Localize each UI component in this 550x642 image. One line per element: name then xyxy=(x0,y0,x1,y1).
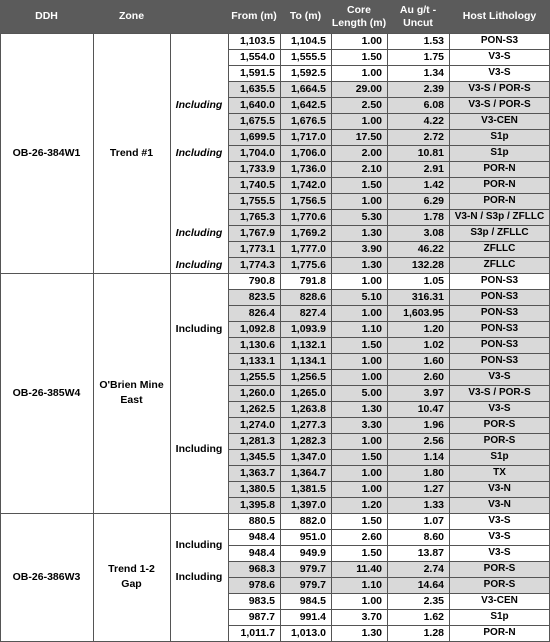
host-lithology-cell: PON-S3 xyxy=(480,275,519,286)
au-grade-cell: 14.64 xyxy=(417,579,444,591)
row-rule xyxy=(228,465,550,466)
from-cell: 1,130.6 xyxy=(239,339,275,351)
host-lithology-cell: V3-S / POR-S xyxy=(468,99,531,110)
to-cell: 1,347.0 xyxy=(290,451,326,463)
table-row xyxy=(228,65,550,81)
from-cell: 968.3 xyxy=(248,563,275,575)
header-host-lithology: Host Lithology xyxy=(462,10,537,22)
from-cell: 1,255.5 xyxy=(239,371,275,383)
core-length-cell: 1.50 xyxy=(361,339,382,351)
au-grade-cell: 2.56 xyxy=(423,435,444,447)
column-rule xyxy=(0,33,1,641)
header-core-length: Core Length (m) xyxy=(331,3,387,29)
row-rule xyxy=(228,417,550,418)
row-rule xyxy=(228,561,550,562)
from-cell: 978.6 xyxy=(248,579,275,591)
host-lithology-cell: S1p xyxy=(490,131,509,142)
to-cell: 1,265.0 xyxy=(290,387,326,399)
table-row xyxy=(228,625,550,641)
core-length-cell: 1.10 xyxy=(361,579,382,591)
au-grade-cell: 1.02 xyxy=(423,339,444,351)
host-lithology-cell: V3-S xyxy=(488,403,511,414)
to-cell: 1,134.1 xyxy=(290,355,326,367)
table-row xyxy=(228,561,550,577)
including-label: Including xyxy=(175,147,223,159)
table-row xyxy=(228,81,550,97)
table-row xyxy=(228,273,550,289)
header-including xyxy=(170,0,228,33)
au-grade-cell: 1.14 xyxy=(423,451,444,463)
row-rule xyxy=(228,257,550,258)
table-row xyxy=(228,177,550,193)
core-length-cell: 5.00 xyxy=(361,387,382,399)
au-grade-cell: 1.78 xyxy=(423,211,444,223)
host-lithology-cell: ZFLLC xyxy=(483,243,516,254)
row-rule xyxy=(228,321,550,322)
table-row xyxy=(228,577,550,593)
host-lithology-cell: V3-N xyxy=(488,483,511,494)
au-grade-cell: 1,603.95 xyxy=(403,307,444,319)
table-row xyxy=(228,369,550,385)
host-lithology-cell: PON-S3 xyxy=(480,307,519,318)
to-cell: 951.0 xyxy=(299,531,326,543)
from-cell: 880.5 xyxy=(248,515,275,527)
core-length-cell: 1.00 xyxy=(361,355,382,367)
including-label: Including xyxy=(175,570,223,583)
to-cell: 1,132.1 xyxy=(290,339,326,351)
to-cell: 1,736.0 xyxy=(290,163,326,175)
core-length-cell: 1.00 xyxy=(361,371,382,383)
table-row xyxy=(228,209,550,225)
au-grade-cell: 2.91 xyxy=(423,163,444,175)
host-lithology-cell: S1p xyxy=(490,611,509,622)
au-grade-cell: 2.72 xyxy=(423,131,444,143)
from-cell: 1,262.5 xyxy=(239,403,275,415)
column-rule xyxy=(170,33,171,641)
from-cell: 948.4 xyxy=(248,547,275,559)
host-lithology-cell: PON-S3 xyxy=(480,355,519,366)
including-label: Including xyxy=(175,322,223,335)
header-ddh: DDH xyxy=(35,10,58,22)
core-length-cell: 1.30 xyxy=(361,627,382,639)
core-length-cell: 3.90 xyxy=(361,243,382,255)
au-grade-cell: 1.60 xyxy=(423,355,444,367)
zone-cell: O'Brien Mine East xyxy=(99,379,164,406)
to-cell: 827.4 xyxy=(299,307,326,319)
host-lithology-cell: TX xyxy=(493,467,506,478)
au-grade-cell: 1.07 xyxy=(423,515,444,527)
table-row xyxy=(228,465,550,481)
au-grade-cell: 10.47 xyxy=(417,403,444,415)
au-grade-cell: 4.22 xyxy=(423,115,444,127)
to-cell: 1,093.9 xyxy=(290,323,326,335)
to-cell: 1,364.7 xyxy=(290,467,326,479)
core-length-cell: 1.50 xyxy=(361,179,382,191)
table-row xyxy=(228,305,550,321)
table-row xyxy=(228,161,550,177)
table-row xyxy=(228,513,550,529)
core-length-cell: 2.50 xyxy=(361,99,382,111)
host-lithology-cell: S1p xyxy=(490,451,509,462)
from-cell: 1,345.5 xyxy=(239,451,275,463)
from-cell: 1,363.7 xyxy=(239,467,275,479)
table-row xyxy=(228,417,550,433)
header-to: To (m) xyxy=(289,10,322,22)
core-length-cell: 1.50 xyxy=(361,547,382,559)
au-grade-cell: 132.28 xyxy=(411,259,444,271)
host-lithology-cell: ZFLLC xyxy=(483,259,516,270)
from-cell: 948.4 xyxy=(248,531,275,543)
from-cell: 1,704.0 xyxy=(239,147,275,159)
row-rule xyxy=(228,209,550,210)
from-cell: 1,591.5 xyxy=(239,67,275,79)
au-grade-cell: 6.29 xyxy=(423,195,444,207)
table-row xyxy=(228,33,550,49)
au-grade-cell: 1.34 xyxy=(423,67,444,79)
table-row xyxy=(228,433,550,449)
table-row xyxy=(228,545,550,561)
table-row xyxy=(228,321,550,337)
row-rule xyxy=(228,401,550,402)
core-length-cell: 29.00 xyxy=(355,83,382,95)
from-cell: 1,767.9 xyxy=(239,227,275,239)
core-length-cell: 3.30 xyxy=(361,419,382,431)
table-row xyxy=(228,497,550,513)
host-lithology-cell: V3-S / POR-S xyxy=(468,387,531,398)
row-rule xyxy=(228,577,550,578)
table-row xyxy=(228,449,550,465)
host-lithology-cell: V3-CEN xyxy=(481,115,518,126)
to-cell: 1,263.8 xyxy=(290,403,326,415)
table-row xyxy=(228,529,550,545)
host-lithology-cell: V3-N / S3p / ZFLLC xyxy=(454,211,545,222)
row-rule xyxy=(0,273,550,274)
to-cell: 1,706.0 xyxy=(290,147,326,159)
host-lithology-cell: PON-S3 xyxy=(480,35,519,46)
from-cell: 1,755.5 xyxy=(239,195,275,207)
host-lithology-cell: POR-S xyxy=(483,435,516,446)
table-row xyxy=(228,145,550,161)
au-grade-cell: 10.81 xyxy=(417,147,444,159)
table-row xyxy=(228,49,550,65)
core-length-cell: 2.10 xyxy=(361,163,382,175)
table-row xyxy=(228,241,550,257)
au-grade-cell: 46.22 xyxy=(417,243,444,255)
core-length-cell: 11.40 xyxy=(356,563,382,575)
to-cell: 1,555.5 xyxy=(290,51,326,63)
row-rule xyxy=(228,337,550,338)
zone-cell: Trend #1 xyxy=(109,146,154,159)
from-cell: 1,380.5 xyxy=(239,483,275,495)
row-rule xyxy=(228,593,550,594)
core-length-cell: 5.10 xyxy=(361,291,382,303)
host-lithology-cell: S1p xyxy=(490,147,509,158)
to-cell: 1,769.2 xyxy=(290,227,326,239)
to-cell: 1,592.5 xyxy=(290,67,326,79)
from-cell: 1,774.3 xyxy=(239,259,275,271)
core-length-cell: 1.00 xyxy=(361,307,382,319)
host-lithology-cell: V3-CEN xyxy=(481,595,518,606)
core-length-cell: 5.30 xyxy=(361,211,382,223)
including-label: Including xyxy=(175,538,223,551)
au-grade-cell: 1.20 xyxy=(423,323,444,335)
column-rule xyxy=(93,33,94,641)
au-grade-cell: 8.60 xyxy=(423,531,444,543)
row-rule xyxy=(228,161,550,162)
to-cell: 791.8 xyxy=(299,275,326,287)
from-cell: 1,260.0 xyxy=(239,387,275,399)
from-cell: 1,699.5 xyxy=(239,131,275,143)
row-rule xyxy=(228,369,550,370)
from-cell: 1,092.8 xyxy=(239,323,275,335)
au-grade-cell: 1.62 xyxy=(423,611,444,623)
to-cell: 882.0 xyxy=(299,515,326,527)
to-cell: 1,642.5 xyxy=(290,99,326,111)
table-row xyxy=(228,225,550,241)
core-length-cell: 1.50 xyxy=(361,515,382,527)
host-lithology-cell: POR-N xyxy=(483,627,516,638)
au-grade-cell: 2.74 xyxy=(423,563,444,575)
table-row xyxy=(228,113,550,129)
including-label: Including xyxy=(175,259,223,271)
row-rule xyxy=(228,177,550,178)
row-rule xyxy=(228,529,550,530)
to-cell: 1,676.5 xyxy=(290,115,326,127)
row-rule xyxy=(228,65,550,66)
row-rule xyxy=(228,289,550,290)
to-cell: 979.7 xyxy=(299,579,326,591)
table-row xyxy=(228,337,550,353)
host-lithology-cell: PON-S3 xyxy=(480,291,519,302)
core-length-cell: 1.00 xyxy=(361,115,382,127)
row-rule xyxy=(228,241,550,242)
from-cell: 1,103.5 xyxy=(239,35,275,47)
host-lithology-cell: V3-S xyxy=(488,371,511,382)
zone-cell: Trend 1-2 Gap xyxy=(108,563,155,590)
host-lithology-cell: V3-S / POR-S xyxy=(468,83,531,94)
to-cell: 1,397.0 xyxy=(290,499,326,511)
host-lithology-cell: POR-N xyxy=(483,179,516,190)
from-cell: 983.5 xyxy=(248,595,275,607)
au-grade-cell: 3.97 xyxy=(423,387,444,399)
au-grade-cell: 316.31 xyxy=(411,291,444,303)
from-cell: 1,395.8 xyxy=(239,499,275,511)
to-cell: 1,104.5 xyxy=(290,35,326,47)
to-cell: 1,013.0 xyxy=(290,627,326,639)
core-length-cell: 1.00 xyxy=(361,67,382,79)
core-length-cell: 1.50 xyxy=(361,51,382,63)
row-rule xyxy=(228,481,550,482)
from-cell: 823.5 xyxy=(248,291,275,303)
core-length-cell: 1.00 xyxy=(361,435,382,447)
including-label: Including xyxy=(175,227,223,239)
from-cell: 1,773.1 xyxy=(239,243,275,255)
host-lithology-cell: V3-N xyxy=(488,499,511,510)
host-lithology-cell: S3p / ZFLLC xyxy=(470,227,529,238)
row-rule xyxy=(228,97,550,98)
au-grade-cell: 1.33 xyxy=(423,499,444,511)
table-row xyxy=(228,401,550,417)
host-lithology-cell: PON-S3 xyxy=(480,323,519,334)
to-cell: 1,770.6 xyxy=(290,211,326,223)
core-length-cell: 1.30 xyxy=(361,227,382,239)
to-cell: 979.7 xyxy=(299,563,326,575)
row-rule xyxy=(228,609,550,610)
to-cell: 828.6 xyxy=(299,291,326,303)
row-rule xyxy=(228,385,550,386)
row-rule xyxy=(228,113,550,114)
au-grade-cell: 2.35 xyxy=(423,595,444,607)
au-grade-cell: 1.80 xyxy=(423,467,444,479)
au-grade-cell: 2.39 xyxy=(423,83,444,95)
au-grade-cell: 2.60 xyxy=(423,371,444,383)
table-row xyxy=(228,289,550,305)
host-lithology-cell: POR-S xyxy=(483,563,516,574)
row-rule xyxy=(228,225,550,226)
to-cell: 1,777.0 xyxy=(290,243,326,255)
au-grade-cell: 3.08 xyxy=(423,227,444,239)
core-length-cell: 3.70 xyxy=(361,611,382,623)
row-rule xyxy=(228,145,550,146)
core-length-cell: 1.50 xyxy=(361,451,382,463)
host-lithology-cell: V3-S xyxy=(488,51,511,62)
from-cell: 1,640.0 xyxy=(239,99,275,111)
from-cell: 1,733.9 xyxy=(239,163,275,175)
row-rule xyxy=(228,81,550,82)
to-cell: 949.9 xyxy=(299,547,326,559)
au-grade-cell: 1.53 xyxy=(423,35,444,47)
ddh-cell: OB-26-384W1 xyxy=(12,146,81,159)
au-grade-cell: 6.08 xyxy=(423,99,444,111)
header-from: From (m) xyxy=(231,10,277,22)
core-length-cell: 2.60 xyxy=(361,531,382,543)
row-rule xyxy=(228,433,550,434)
host-lithology-cell: V3-S xyxy=(488,547,511,558)
row-rule xyxy=(228,49,550,50)
from-cell: 1,765.3 xyxy=(239,211,275,223)
au-grade-cell: 1.42 xyxy=(423,179,444,191)
table-row xyxy=(228,481,550,497)
host-lithology-cell: V3-S xyxy=(488,515,511,526)
from-cell: 1,740.5 xyxy=(239,179,275,191)
header-au-grade: Au g/t - Uncut xyxy=(399,3,437,29)
row-rule xyxy=(228,449,550,450)
core-length-cell: 1.30 xyxy=(361,259,382,271)
from-cell: 1,554.0 xyxy=(239,51,275,63)
au-grade-cell: 1.05 xyxy=(423,275,444,287)
au-grade-cell: 1.96 xyxy=(423,419,444,431)
core-length-cell: 2.00 xyxy=(361,147,382,159)
including-label: Including xyxy=(175,99,223,111)
from-cell: 1,675.5 xyxy=(239,115,275,127)
host-lithology-cell: POR-N xyxy=(483,195,516,206)
au-grade-cell: 13.87 xyxy=(417,547,444,559)
to-cell: 991.4 xyxy=(299,611,326,623)
row-rule xyxy=(0,513,550,514)
table-row xyxy=(228,129,550,145)
host-lithology-cell: POR-S xyxy=(483,579,516,590)
from-cell: 987.7 xyxy=(248,611,275,623)
core-length-cell: 1.10 xyxy=(361,323,382,335)
to-cell: 1,256.5 xyxy=(290,371,326,383)
row-rule xyxy=(228,305,550,306)
row-rule xyxy=(228,545,550,546)
row-rule xyxy=(228,625,550,626)
core-length-cell: 1.00 xyxy=(361,275,382,287)
core-length-cell: 1.30 xyxy=(361,403,382,415)
host-lithology-cell: V3-S xyxy=(488,67,511,78)
table-row xyxy=(228,257,550,273)
from-cell: 1,133.1 xyxy=(239,355,275,367)
table-row xyxy=(228,385,550,401)
table-row xyxy=(228,593,550,609)
to-cell: 1,282.3 xyxy=(290,435,326,447)
core-length-cell: 1.00 xyxy=(361,483,382,495)
core-length-cell: 1.00 xyxy=(361,195,382,207)
core-length-cell: 1.00 xyxy=(361,595,382,607)
to-cell: 1,775.6 xyxy=(290,259,326,271)
core-length-cell: 17.50 xyxy=(355,131,382,143)
from-cell: 1,011.7 xyxy=(240,627,275,639)
au-grade-cell: 1.75 xyxy=(423,51,444,63)
from-cell: 1,281.3 xyxy=(239,435,275,447)
au-grade-cell: 1.28 xyxy=(423,627,444,639)
host-lithology-cell: PON-S3 xyxy=(480,339,519,350)
host-lithology-cell: POR-S xyxy=(483,419,516,430)
row-rule xyxy=(228,353,550,354)
to-cell: 1,381.5 xyxy=(290,483,326,495)
au-grade-cell: 1.27 xyxy=(423,483,444,495)
table-row xyxy=(228,609,550,625)
core-length-cell: 1.20 xyxy=(361,499,382,511)
to-cell: 1,756.5 xyxy=(290,195,326,207)
header-zone: Zone xyxy=(118,10,145,22)
row-rule xyxy=(228,193,550,194)
from-cell: 1,635.5 xyxy=(239,83,275,95)
host-lithology-cell: POR-N xyxy=(483,163,516,174)
core-length-cell: 1.00 xyxy=(361,467,382,479)
table-row xyxy=(228,353,550,369)
to-cell: 984.5 xyxy=(299,595,326,607)
ddh-cell: OB-26-385W4 xyxy=(12,386,81,399)
row-rule xyxy=(228,497,550,498)
from-cell: 790.8 xyxy=(248,275,275,287)
from-cell: 826.4 xyxy=(248,307,275,319)
to-cell: 1,664.5 xyxy=(290,83,326,95)
table-header xyxy=(0,0,550,33)
to-cell: 1,742.0 xyxy=(290,179,326,191)
to-cell: 1,717.0 xyxy=(290,131,326,143)
from-cell: 1,274.0 xyxy=(239,419,275,431)
ddh-cell: OB-26-386W3 xyxy=(12,570,81,583)
row-rule xyxy=(0,33,550,34)
table-row xyxy=(228,193,550,209)
including-label: Including xyxy=(175,442,223,455)
host-lithology-cell: V3-S xyxy=(488,531,511,542)
to-cell: 1,277.3 xyxy=(290,419,326,431)
core-length-cell: 1.00 xyxy=(361,35,382,47)
row-rule xyxy=(228,129,550,130)
table-row xyxy=(228,97,550,113)
